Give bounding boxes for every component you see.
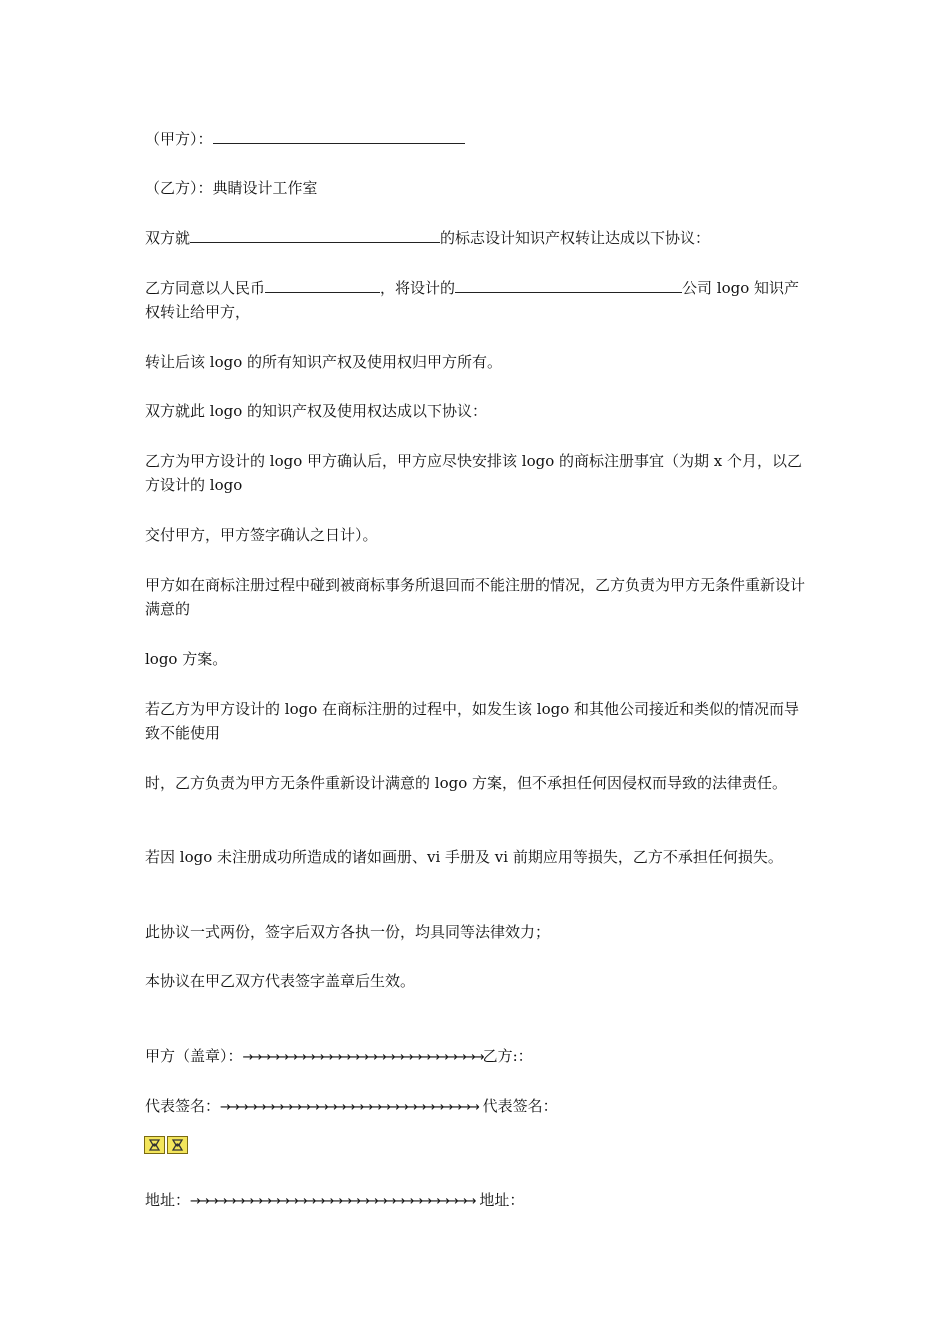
anchor-icon (144, 1136, 165, 1154)
subject-blank (190, 227, 440, 243)
transfer-clause-c: 公司 logo 知识产权转让给甲方， (145, 279, 800, 321)
signature-line (145, 1094, 845, 1120)
party-a-seal-label: 甲方（盖章）： (145, 1047, 243, 1065)
address-label-b: 地址： (474, 1191, 525, 1209)
delivery-clause: 交付甲方，甲方签字确认之日计）。 (145, 526, 378, 544)
transfer-clause (145, 276, 810, 324)
seal-line (145, 1044, 845, 1070)
loss-clause: 若因 logo 未注册成功所造成的诸如画册、vi 手册及 vi 前期应用等损失，乙方不承担任何损失。 (145, 848, 783, 866)
party-b-line: （乙方）：典睛设计工作室 (145, 179, 318, 197)
amount-blank (265, 277, 380, 293)
copies-clause: 此协议一式两份，签字后双方各执一份，均具同等法律效力； (145, 923, 551, 941)
company-blank (455, 277, 682, 293)
address-label-a: 地址： (145, 1191, 191, 1209)
effective-clause: 本协议在甲乙双方代表签字盖章后生效。 (145, 972, 416, 990)
tab-arrows: →→→→→→→→→→→→→→→→→→→→→→→→→→→ (242, 1050, 483, 1065)
ownership-clause: 转让后该 logo 的所有知识产权及使用权归甲方所有。 (145, 353, 502, 371)
anchor-icon (167, 1136, 188, 1154)
redesign-clause: 甲方如在商标注册过程中碰到被商标事务所退回而不能注册的情况，乙方负责为甲方无条件重新设计满意的 (145, 576, 806, 618)
transfer-clause-b: ，将设计的 (380, 279, 456, 297)
agreement-intro-a: 双方就 (145, 229, 191, 247)
agreement-intro (145, 226, 810, 250)
similarity-clause: 若乙方为甲方设计的 logo 在商标注册的过程中，如发生该 logo 和其他公司接近和类似的情况而导致不能使用 (145, 700, 799, 742)
party-a-line (145, 127, 810, 151)
logo-plan-line: logo 方案。 (145, 650, 228, 668)
tab-arrows: →→→→→→→→→→→→→→→→→→→→→→→→→→→→→ (220, 1100, 478, 1115)
party-a-label: （甲方）： (145, 130, 213, 148)
rep-signature-label-b: 代表签名： (477, 1097, 558, 1115)
address-line (145, 1188, 845, 1214)
tab-arrows: →→→→→→→→→→→→→→→→→→→→→→→→→→→→→→→→ (190, 1194, 475, 1209)
transfer-clause-a: 乙方同意以人民币 (145, 279, 266, 297)
party-b-seal-label: 乙方:： (482, 1047, 533, 1065)
rights-intro: 双方就此 logo 的知识产权及使用权达成以下协议： (145, 402, 487, 420)
rep-signature-label-a: 代表签名： (145, 1097, 221, 1115)
registration-clause: 乙方为甲方设计的 logo 甲方确认后，甲方应尽快安排该 logo 的商标注册事宜（为期 x 个月，以乙方设计的 logo (145, 452, 802, 494)
party-a-blank (213, 128, 465, 144)
liability-clause: 时，乙方负责为甲方无条件重新设计满意的 logo 方案，但不承担任何因侵权而导致的法律责任。 (145, 774, 788, 792)
anchor-icons (144, 1136, 190, 1154)
agreement-intro-b: 的标志设计知识产权转让达成以下协议： (440, 229, 711, 247)
